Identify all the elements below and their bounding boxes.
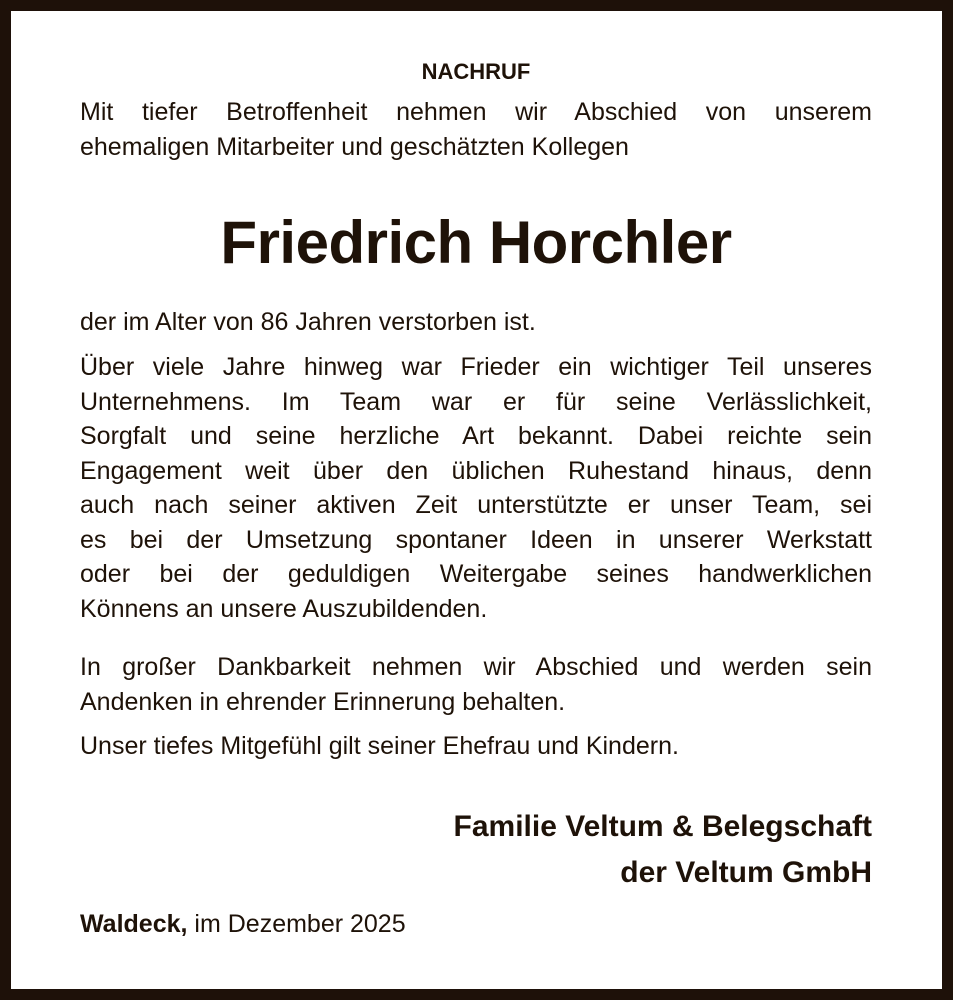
paragraph-line: Sorgfalt und seine herzliche Art bekannt. Dabei reichte sein bbox=[80, 422, 872, 450]
place: Waldeck, bbox=[80, 910, 188, 938]
condolence-paragraph: Unser tiefes Mitgefühl gilt seiner Ehefrau und Kindern. bbox=[80, 732, 679, 760]
paragraph-line: auch nach seiner aktiven Zeit unterstützte er unser Team, sei bbox=[80, 491, 872, 519]
signature-line: Familie Veltum & Belegschaft bbox=[453, 810, 872, 843]
paragraph-line: oder bei der geduldigen Weitergabe seines handwerklichen bbox=[80, 560, 872, 588]
tribute-paragraph bbox=[80, 350, 872, 626]
gratitude-paragraph bbox=[80, 650, 872, 719]
intro-text bbox=[80, 95, 872, 164]
age-line: der im Alter von 86 Jahren verstorben ist. bbox=[80, 308, 536, 336]
notice-heading: NACHRUF bbox=[421, 59, 531, 84]
paragraph-line: Unternehmens. Im Team war er für seine Verlässlichkeit, bbox=[80, 387, 872, 416]
intro-line: ehemaligen Mitarbeiter und geschätzten Kollegen bbox=[80, 132, 629, 161]
paragraph-line: Engagement weit über den üblichen Ruhestand hinaus, denn bbox=[80, 456, 872, 485]
paragraph-line: Andenken in ehrender Erinnerung behalten. bbox=[80, 687, 566, 716]
paragraph-line: Über viele Jahre hinweg war Frieder ein wichtiger Teil unseres bbox=[80, 353, 872, 381]
paragraph-line: In großer Dankbarkeit nehmen wir Abschied und werden sein bbox=[80, 653, 872, 681]
signature-line: der Veltum GmbH bbox=[620, 856, 872, 889]
place-date bbox=[80, 907, 872, 941]
paragraph-line: Könnens an unsere Auszubildenden. bbox=[80, 594, 488, 623]
intro-line: Mit tiefer Betroffenheit nehmen wir Abschied von unserem bbox=[80, 98, 872, 126]
date: im Dezember 2025 bbox=[194, 910, 406, 938]
signature bbox=[80, 804, 872, 896]
paragraph-line: es bei der Umsetzung spontaner Ideen in unserer Werkstatt bbox=[80, 525, 872, 554]
deceased-name: Friedrich Horchler bbox=[220, 209, 732, 276]
